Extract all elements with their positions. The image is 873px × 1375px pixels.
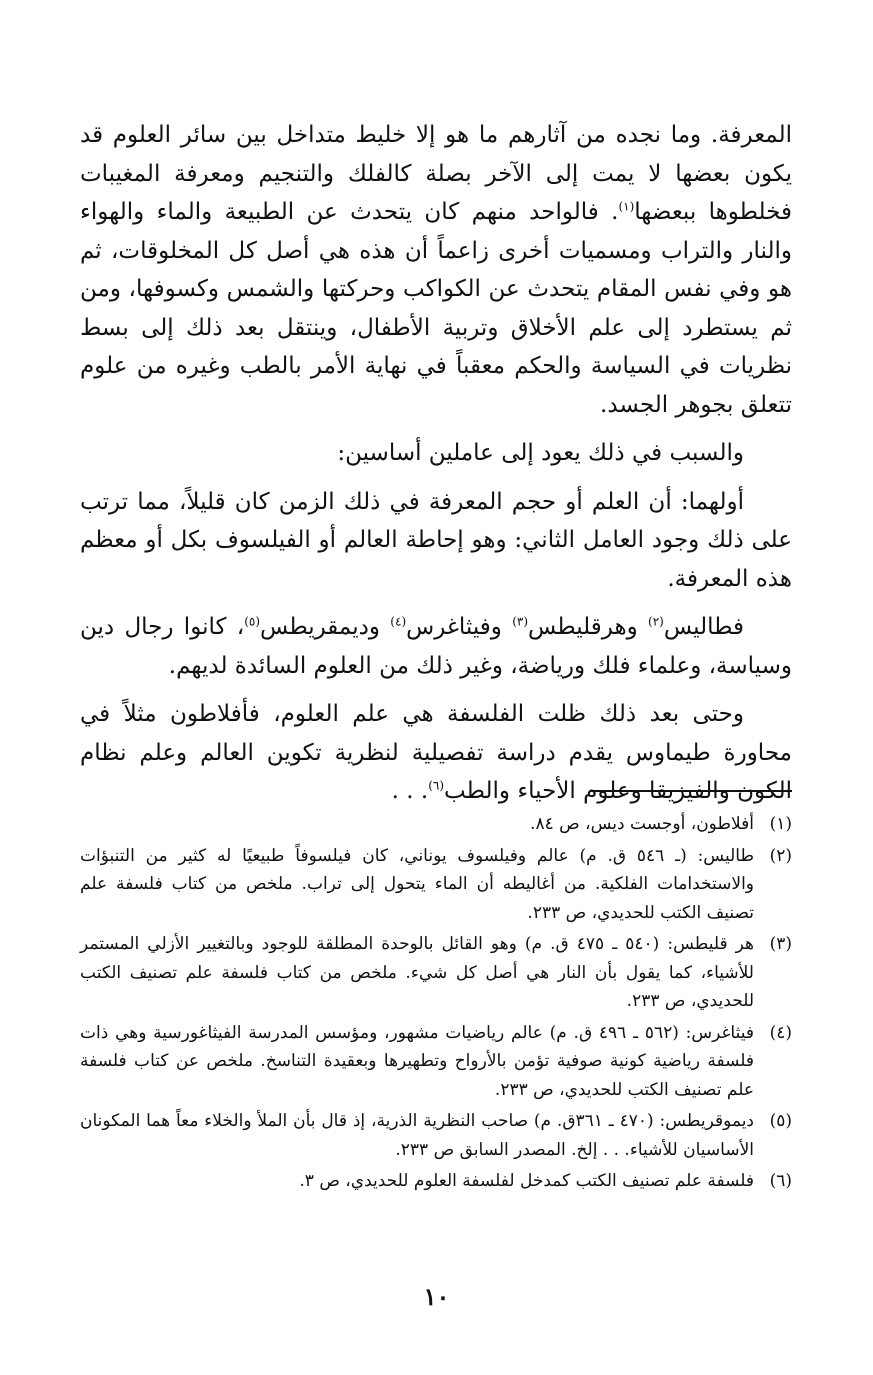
footnote-text: ديموقريطس: (٤٧٠ ـ ٣٦١ق. م) صاحب النظرية الذرية، إذ قال بأن الملأ والخلاء معاً هما المكونان الأساسيان للأشياء. . . إلخ. المصدر السابق ص ٢٣٣. — [80, 1111, 754, 1160]
paragraph-4 — [80, 608, 792, 685]
footnote-ref-6: (٦) — [428, 778, 445, 793]
paragraph-1-text-a: المعرفة. وما نجده من آثارهم ما هو إلا خليط متداخل بين سائر العلوم قد يكون بعضها لا يمت إلى الآخر بصلة كالفلك والتنجيم ومعرفة المغيبات فخلطوها ببعضها — [80, 122, 792, 225]
paragraph-1 — [80, 116, 792, 424]
footnote-separator — [592, 790, 792, 792]
footnote-number: (٥) — [769, 1111, 792, 1131]
footnote-item — [80, 1019, 792, 1105]
paragraph-5-ellipsis: . . . — [391, 778, 429, 804]
footnote-item — [80, 810, 792, 839]
footnote-ref-2: (٢) — [648, 614, 664, 629]
footnote-text: فلسفة علم تصنيف الكتب كمدخل لفلسفة العلوم للحديدي، ص ٣. — [299, 1171, 754, 1191]
paragraph-3: أولهما: أن العلم أو حجم المعرفة في ذلك الزمن كان قليلاً، مما ترتب على ذلك وجود العامل الثاني: وهو إحاطة العالم أو الفيلسوف بكل أو معظم هذه المعرفة. — [80, 488, 792, 592]
footnote-item — [80, 1107, 792, 1164]
paragraph-4-pythagoras: وفيثاغرس — [406, 614, 513, 640]
page-number: ١٠ — [423, 1282, 450, 1311]
paragraph-4-heraclitus: وهرقليطس — [528, 614, 649, 640]
footnote-ref-3: (٣) — [512, 614, 529, 629]
footnote-text: طاليس: (ـ ٥٤٦ ق. م) عالم وفيلسوف يوناني، كان فيلسوفاً طبيعيًا له كثير من التنبؤات والاستخدامات الفلكية. من أغاليطه أن الماء يتحول إلى تراب. ملخص من كتاب فلسفة علم تصنيف الكتب للحديدي، ص ٢٣٣. — [80, 845, 754, 923]
footnote-ref-1: (١) — [618, 199, 635, 214]
paragraph-4-democritus: وديمقريطس — [260, 614, 391, 640]
footnote-text: أفلاطون، أوجست ديس، ص ٨٤. — [530, 814, 754, 834]
footnote-item — [80, 842, 792, 928]
footnote-ref-4: (٤) — [390, 614, 407, 629]
paragraph-2: والسبب في ذلك يعود إلى عاملين أساسين: — [337, 440, 744, 466]
footnote-number: (١) — [769, 814, 792, 834]
footnote-item — [80, 1167, 792, 1196]
footnote-number: (٤) — [769, 1022, 792, 1043]
footnote-number: (٦) — [769, 1171, 792, 1191]
footnote-number: (٣) — [769, 934, 792, 954]
footnote-text: هر قليطس: (٥٤٠ ـ ٤٧٥ ق. م) وهو القائل بالوحدة المطلقة للوجود وبالتغيير الأزلي المستمر للأشياء، كما يقول بأن النار هي أصل كل شيء. ملخص من كتاب فلسفة علم تصنيف الكتب للحديدي، ص ٢٣٣. — [80, 934, 754, 1011]
paragraph-1-text-b: . فالواحد منهم كان يتحدث عن الطبيعة والماء والهواء والنار والتراب ومسميات أخرى زاعماً أن هذه هي أصل كل المخلوقات، ثم هو وفي نفس المقام يتحدث عن الكواكب وحركتها والشمس وكسوفها، ومن ثم يستطرد إلى علم الأخلاق وتربية الأطفال، وينتقل بعد ذلك إلى بسط نظريات في السياسة والحكم معقباً في نهاية الأمر بالطب وغيره من علوم تتعلق بجوهر الجسد. — [80, 199, 792, 418]
footnote-item — [80, 930, 792, 1016]
paragraph-5-text: وحتى بعد ذلك ظلت الفلسفة هي علم العلوم، فأفلاطون مثلاً في محاورة طيماوس يقدم دراسة تفصيلية لنظرية تكوين العالم وعلم نظام الكون والفيزيقا وعلوم الأحياء والطب — [80, 701, 792, 804]
paragraph-4-rest: ، كانوا رجال دين وسياسة، وعلماء فلك ورياضة، وغير ذلك من العلوم السائدة لديهم. — [80, 614, 792, 679]
footnote-ref-5: (٥) — [244, 614, 261, 629]
main-text — [80, 116, 792, 811]
paragraph-5 — [80, 695, 792, 811]
footnote-text: فيثاغرس: (٥٦٢ ـ ٤٩٦ ق. م) عالم رياضيات مشهور، ومؤسس المدرسة الفيثاغورسية وهي ذات فلسفة رياضية كونية صوفية تؤمن بالأرواح وتطهيرها وبعقيدة التناسخ. ملخص عن كتاب فلسفة علم تصنيف الكتب للحديدي، ص ٢٣٣. — [80, 1022, 754, 1100]
paragraph-4-thales: فطاليس — [663, 614, 744, 640]
footnote-number: (٢) — [769, 845, 792, 866]
footnotes — [80, 810, 792, 1199]
